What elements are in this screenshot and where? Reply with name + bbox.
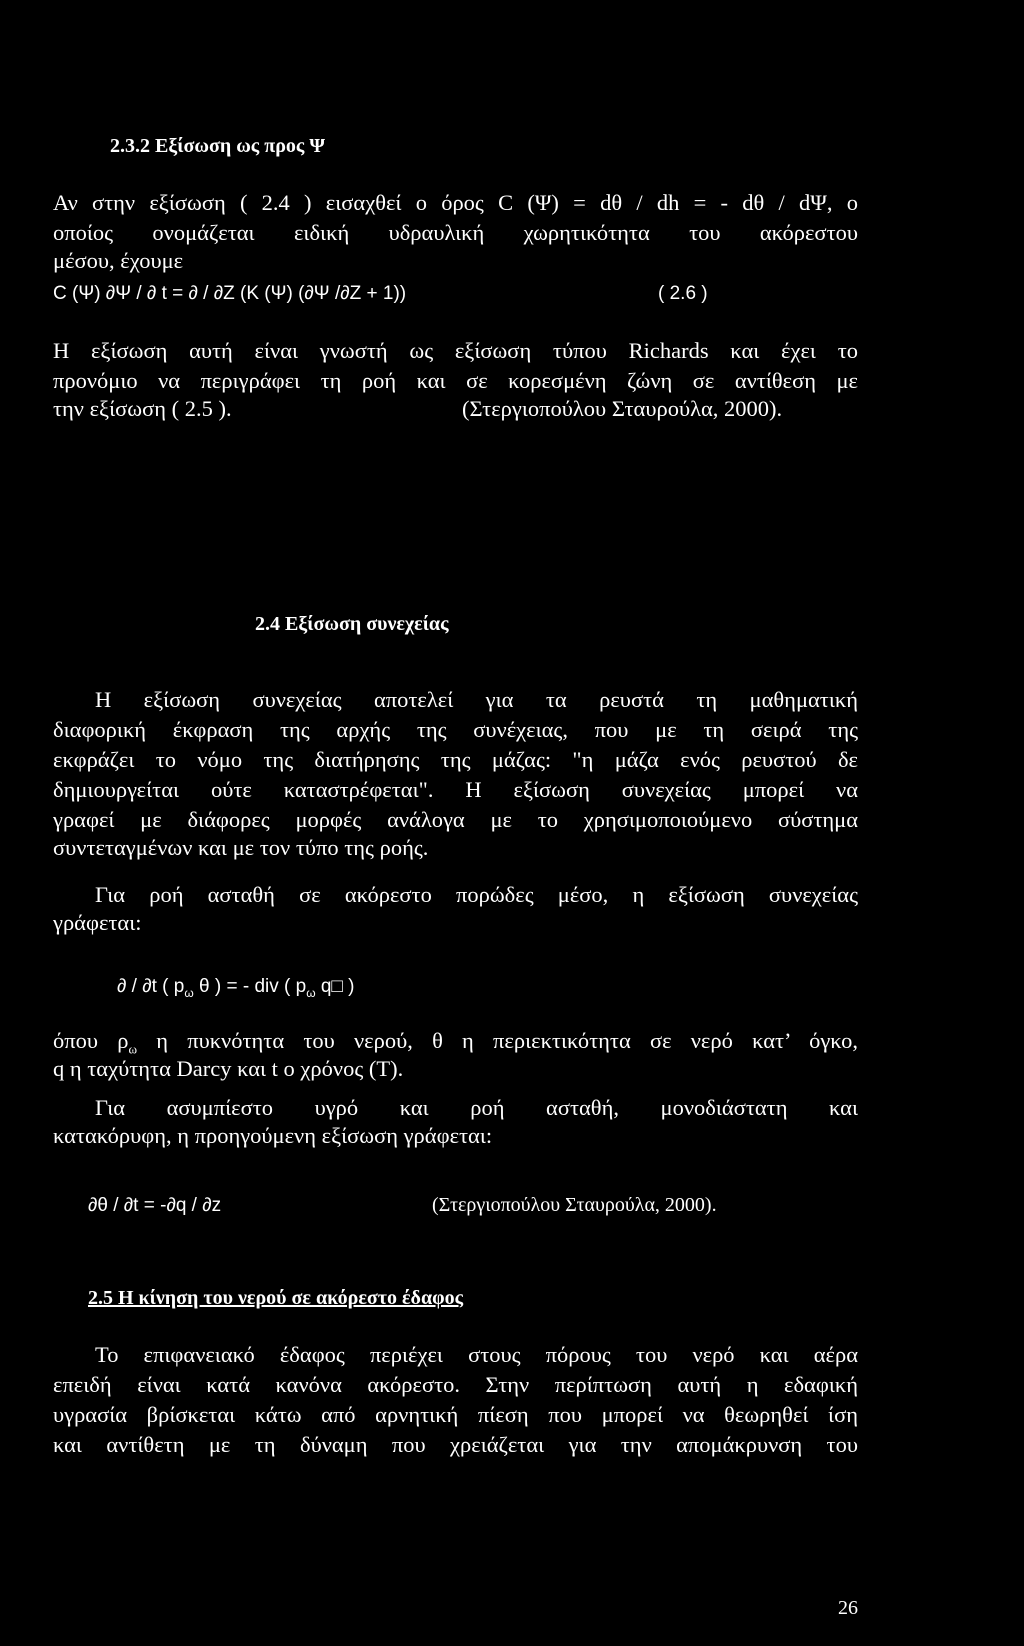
subscript: ω	[184, 985, 194, 1000]
text-line: οποίος ονομάζεται ειδική υδραυλική χωρητικότητα του ακόρεστου	[53, 220, 858, 245]
text-line: Η εξίσωση συνεχείας αποτελεί για τα ρευστά τη μαθηματική	[95, 687, 858, 712]
paragraph-unsteady-flow	[53, 880, 858, 910]
citation: (Στεργιοπούλου Σταυρούλα, 2000).	[462, 396, 783, 421]
text-line: προνόμιο να περιγράφει τη ροή και σε κορεσμένη ζώνη σε αντίθεση με	[53, 368, 858, 393]
text-line: επειδή είναι κατά κανόνα ακόρεστο. Στην περίπτωση αυτή η εδαφική	[53, 1372, 858, 1397]
paragraph-continuity	[53, 685, 858, 835]
text-line: εκφράζει το νόμο της διατήρησης της μάζας: "η μάζα ενός ρευστού δε	[53, 747, 858, 772]
section-heading-2-5: 2.5 Η κίνηση του νερού σε ακόρεστο έδαφος	[88, 1287, 464, 1309]
equation-2-6: C (Ψ) ∂Ψ / ∂ t = ∂ / ∂Z (K (Ψ) (∂Ψ /∂Z + 1))	[53, 283, 407, 304]
text-line: διαφορική έκφραση της αρχής της συνέχειας, που με τη σειρά της	[53, 717, 858, 742]
paragraph-unsaturated-soil	[53, 1340, 858, 1460]
text-line: συντεταγμένων και με τον τύπο της ροής.	[53, 835, 429, 860]
text-line: μέσου, έχουμε	[53, 248, 184, 273]
equation-part: q□ )	[315, 976, 355, 997]
text-part: η πυκνότητα του νερού, θ η περιεκτικότητα σε νερό κατ’ όγκο,	[137, 1028, 858, 1053]
text-line: και αντίθετη με τη δύναμη που χρειάζεται για την απομάκρυνση του	[53, 1432, 858, 1457]
citation: (Στεργιοπούλου Σταυρούλα, 2000).	[432, 1194, 717, 1216]
text-line: Η εξίσωση αυτή είναι γνωστή ως εξίσωση τύπου Richards και έχει το	[53, 338, 858, 363]
text-line: την εξίσωση ( 2.5 ).	[53, 396, 232, 421]
subscript: ω	[306, 985, 316, 1000]
equation-part: ∂ / ∂t ( p	[117, 976, 185, 997]
text-line: Το επιφανειακό έδαφος περιέχει στους πόρους του νερό και αέρα	[95, 1342, 858, 1367]
paragraph-psi-intro	[53, 188, 858, 248]
text-line: κατακόρυφη, η προηγούμενη εξίσωση γράφεται:	[53, 1123, 493, 1148]
paragraph-incompressible	[53, 1093, 858, 1123]
paragraph-richards	[53, 336, 858, 396]
equation-number-2-6: ( 2.6 )	[658, 283, 708, 304]
text-line: γράφεται:	[53, 910, 142, 935]
text-line: γραφεί με διάφορες μορφές ανάλογα με το χρησιμοποιούμενο σύστημα	[53, 807, 858, 832]
text-line: Αν στην εξίσωση ( 2.4 ) εισαχθεί ο όρος C (Ψ) = dθ / dh = - dθ / dΨ, ο	[53, 190, 858, 215]
text-line: δημιουργείται ούτε καταστρέφεται". Η εξίσωση συνεχείας μπορεί να	[53, 777, 858, 802]
text-line: q η ταχύτητα Darcy και t ο χρόνος (T).	[53, 1056, 404, 1081]
text-line: υγρασία βρίσκεται κάτω από αρνητική πίεση που μπορεί να θεωρηθεί ίση	[53, 1402, 858, 1427]
equation-part: θ ) = - div ( p	[193, 976, 307, 997]
section-heading-2-4: 2.4 Εξίσωση συνεχείας	[255, 613, 449, 635]
subscript: ω	[128, 1041, 138, 1057]
text-part: όπου ρ	[53, 1028, 129, 1053]
equation-1d: ∂θ / ∂t = -∂q / ∂z	[88, 1195, 222, 1216]
section-heading-2-3-2: 2.3.2 Εξίσωση ως προς Ψ	[110, 135, 325, 157]
text-line: Για ροή ασταθή σε ακόρεστο πορώδες μέσο, η εξίσωση συνεχείας	[95, 882, 858, 907]
text-line: Για ασυμπίεστο υγρό και ροή ασταθή, μονοδιάστατη και	[95, 1095, 858, 1120]
page-number: 26	[838, 1597, 858, 1619]
equation-continuity	[117, 976, 355, 1000]
